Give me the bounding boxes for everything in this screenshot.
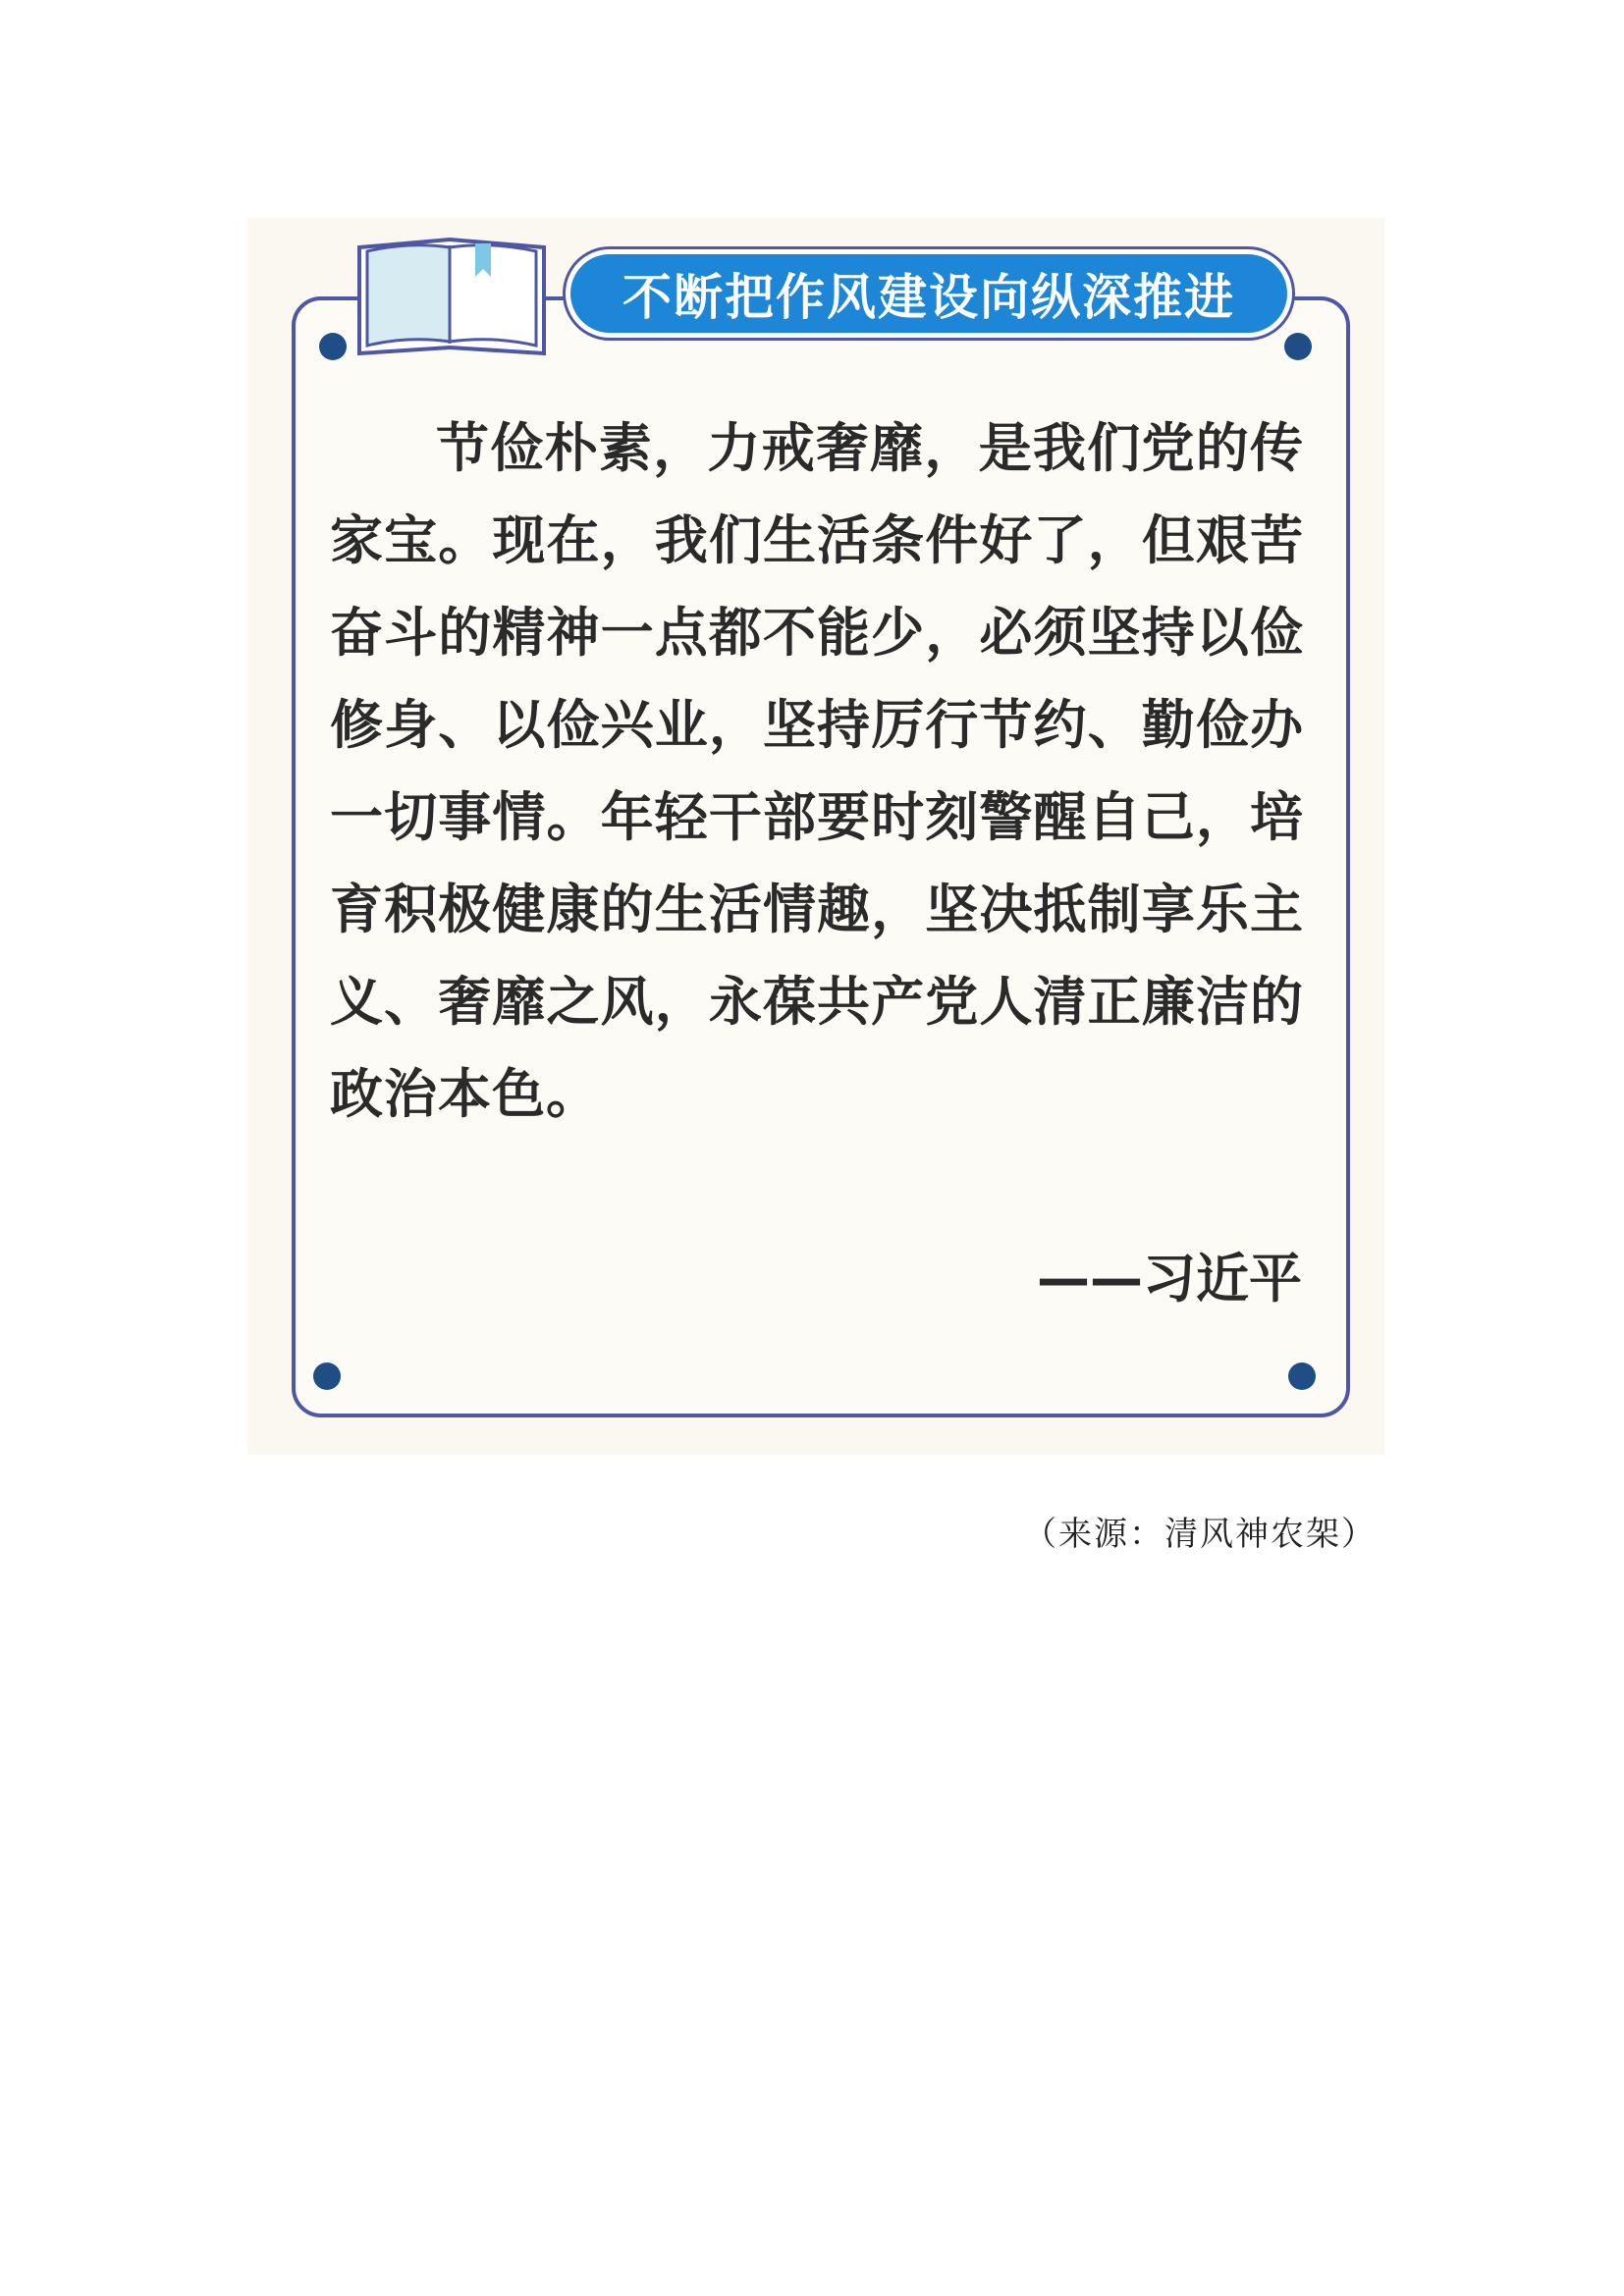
corner-dot-top-left	[319, 333, 347, 360]
open-book-icon	[355, 234, 548, 359]
corner-dot-bottom-right	[1288, 1362, 1316, 1390]
card-title: 不断把作风建设向纵深推进	[623, 269, 1235, 326]
quote-attribution: ——习近平	[1037, 1248, 1302, 1309]
corner-dot-top-right	[1284, 333, 1312, 360]
quote-text: 节俭朴素，力戒奢靡，是我们党的传家宝。现在，我们生活条件好了，但艰苦奋斗的精神一点都不能少，必须坚持以俭修身、以俭兴业，坚持厉行节约、勤俭办一切事情。年轻干部要时刻警醒自己，培育积极健康的生活情趣，坚决抵制享乐主义、奢靡之风，永葆共产党人清正廉洁的政治本色。	[330, 417, 1304, 1125]
title-banner	[566, 249, 1292, 338]
source-credit: （来源：清风神农架）	[1023, 1515, 1377, 1554]
corner-dot-bottom-left	[313, 1362, 341, 1390]
